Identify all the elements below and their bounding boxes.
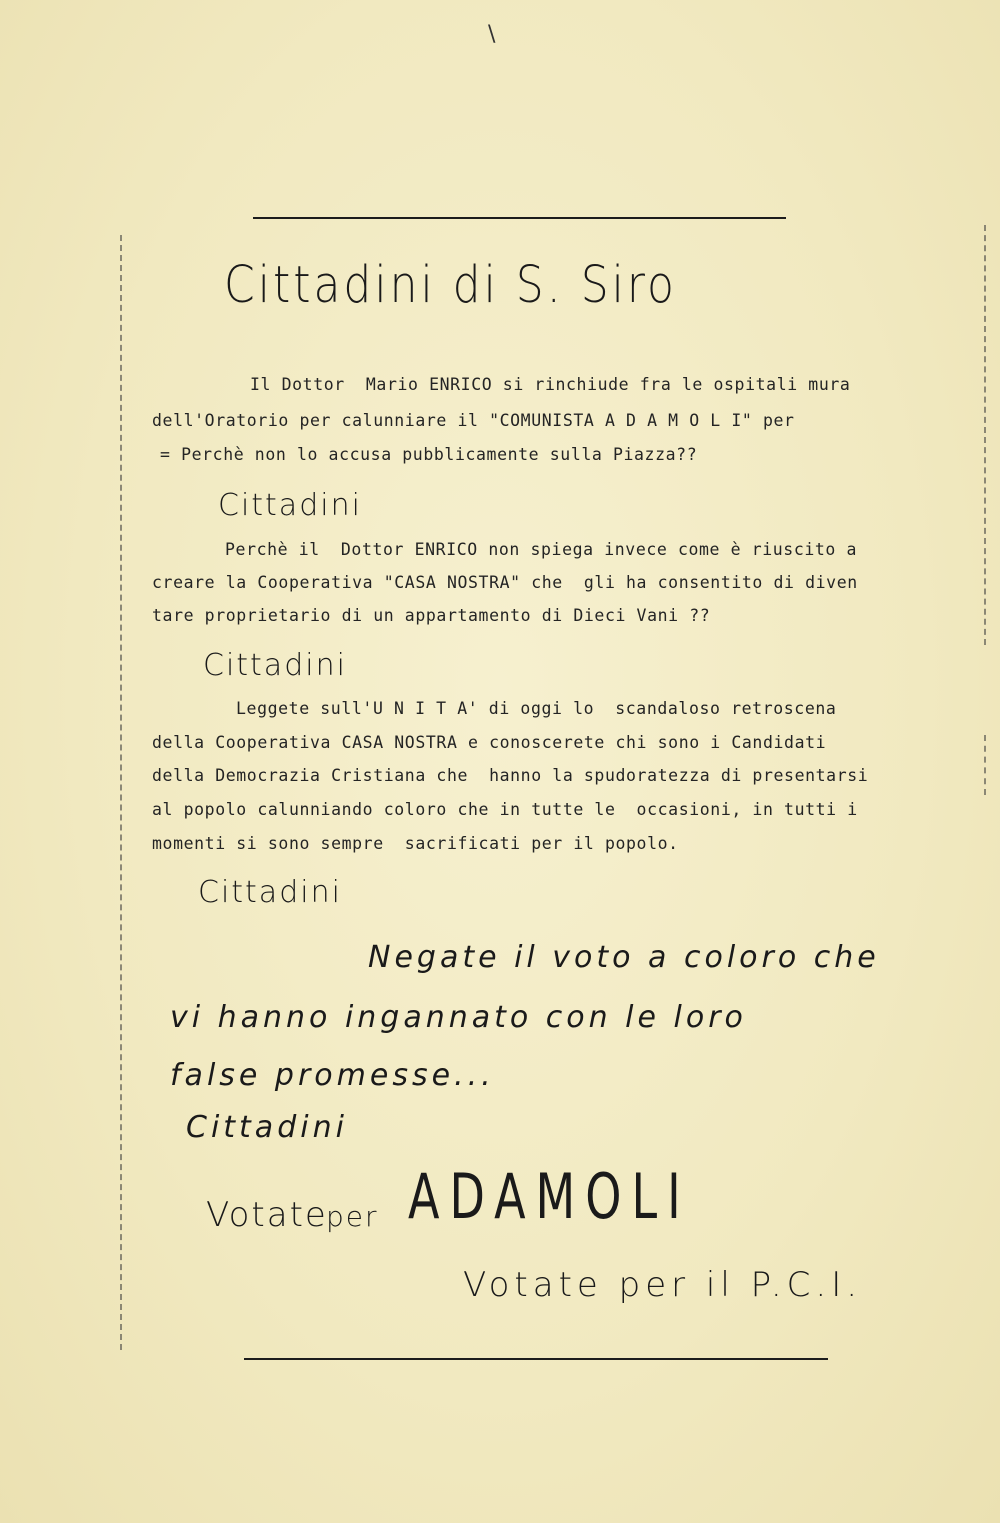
paragraph3-line3: della Democrazia Cristiana che hanno la spudoratezza di presentarsi [152,766,869,785]
appeal-line3: false promesse... [170,1058,495,1093]
top-rule [253,217,786,219]
paragraph3-line2: della Cooperativa CASA NOSTRA e conoscerete chi sono i Candidati [152,733,827,752]
right-margin-line-top [984,225,986,645]
paragraph1-line3: = Perchè non lo accusa pubblicamente sulla Piazza?? [160,445,698,464]
corner-mark: \ [488,22,496,47]
candidate-name: ADAMOLI [408,1160,691,1233]
appeal-line2: vi hanno ingannato con le loro [170,1000,747,1035]
paragraph1-line2: dell'Oratorio per calunniare il "COMUNISTA A D A M O L I" per [152,411,795,430]
appeal-line1: Negate il voto a coloro che [368,940,880,975]
bottom-rule [244,1358,828,1360]
vote-party: Votate per il P.C.I. [463,1265,863,1305]
page-title: Cittadini di S. Siro [224,256,677,315]
paragraph3-line4: al popolo calunniando coloro che in tutte le occasioni, in tutti i [152,800,858,819]
paragraph2-line3: tare proprietario di un appartamento di Dieci Vani ?? [152,606,711,625]
paragraph2-line2: creare la Cooperativa "CASA NOSTRA" che gli ha consentito di diven [152,573,858,592]
paragraph1-line1: Il Dottor Mario ENRICO si rinchiude fra le ospitali mura [250,375,851,394]
paragraph2-line1: Perchè il Dottor ENRICO non spiega invece come è riuscito a [225,540,858,559]
left-margin-line [120,235,122,1350]
subheading-3: Cittadini [198,875,342,910]
paragraph3-line1: Leggete sull'U N I T A' di oggi lo scandaloso retroscena [236,699,837,718]
vote-per: per [326,1200,379,1233]
subheading-2: Cittadini [203,648,347,683]
subheading-1: Cittadini [218,488,362,523]
right-margin-line-mid [984,735,986,795]
vote-prefix: Votate [206,1195,328,1235]
paragraph3-line5: momenti si sono sempre sacrificati per il popolo. [152,834,679,853]
subheading-4: Cittadini [186,1110,348,1145]
